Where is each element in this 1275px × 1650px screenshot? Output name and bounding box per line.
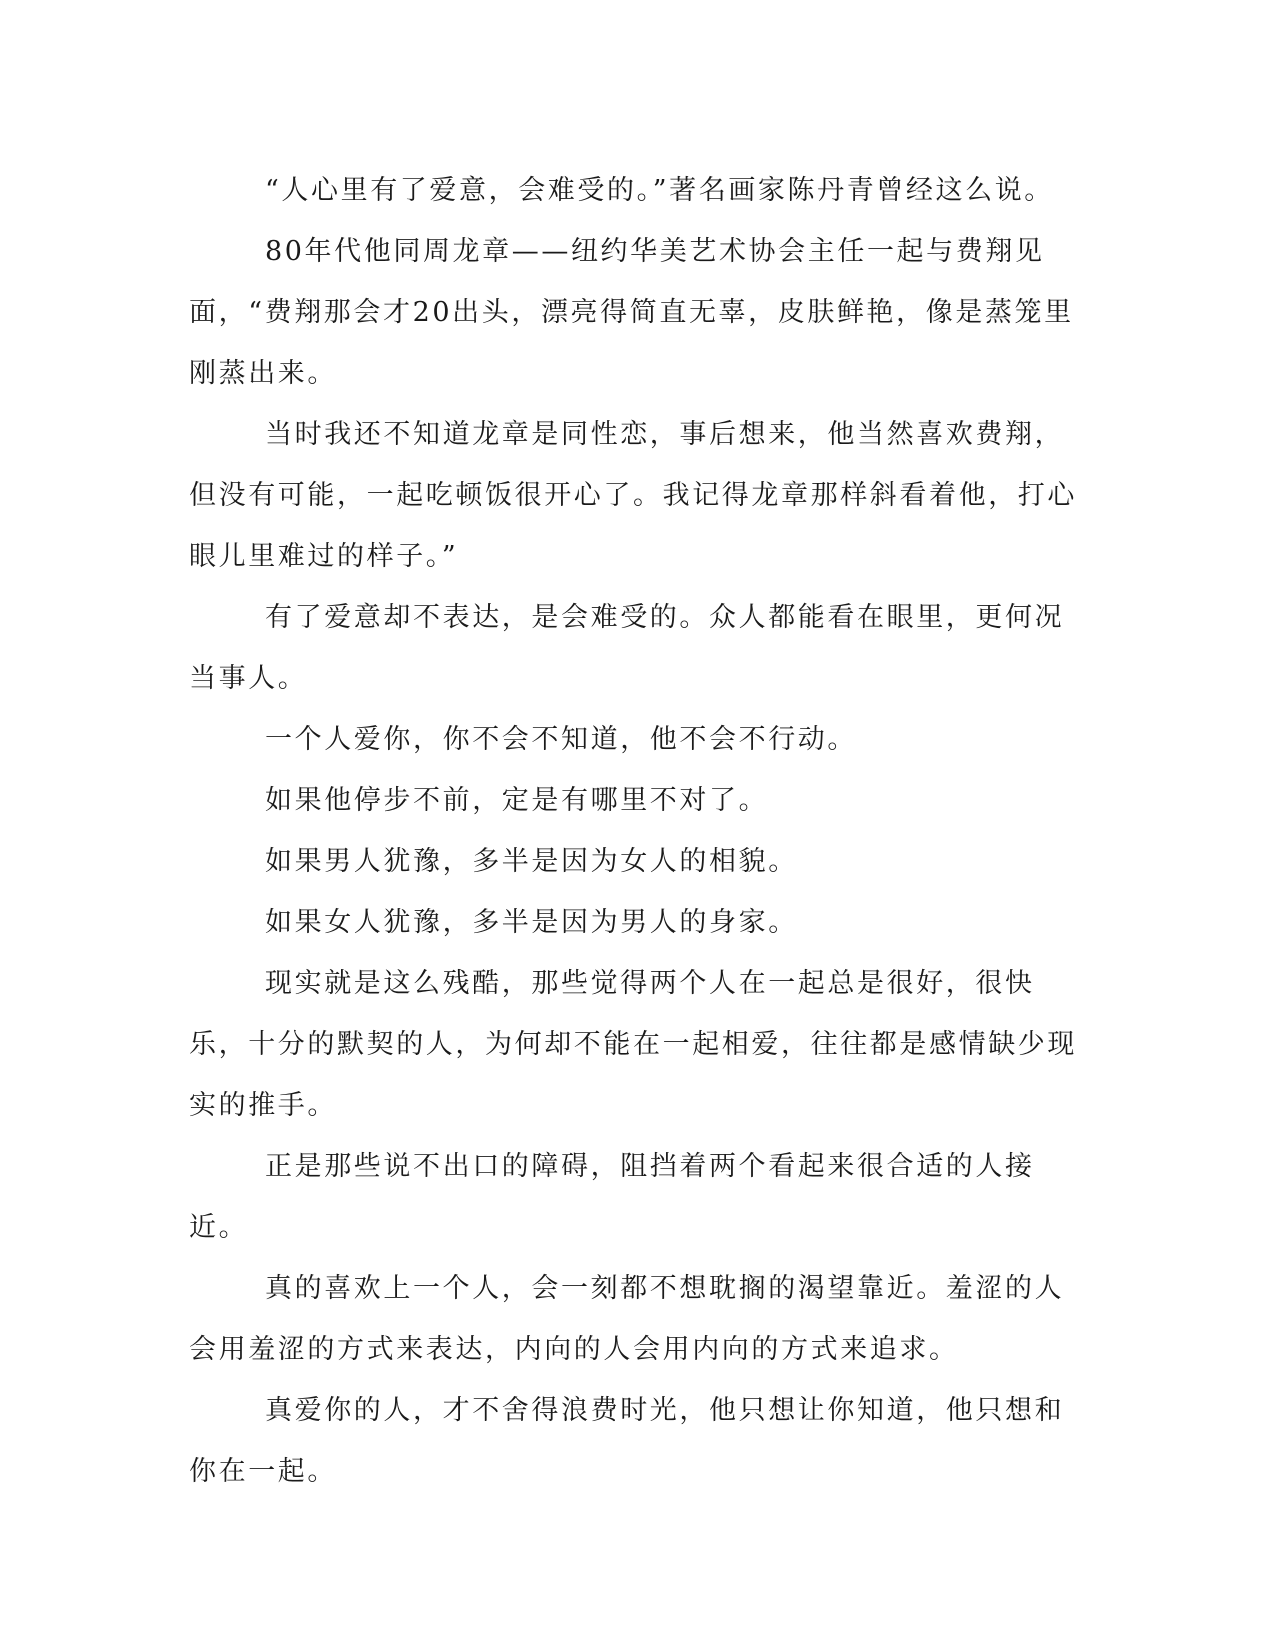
paragraph-5: 一个人爱你，你不会不知道，他不会不行动。 xyxy=(265,724,857,755)
paragraph-10: 正是那些说不出口的障碍，阻挡着两个看起来很合适的人接近。 xyxy=(189,1151,1035,1243)
paragraph-8: 如果女人犹豫，多半是因为男人的身家。 xyxy=(265,907,798,938)
document-body xyxy=(189,160,1089,1502)
paragraph-1: “人心里有了爱意，会难受的。”著名画家陈丹青曾经这么说。 xyxy=(265,175,1054,206)
paragraph-4: 有了爱意却不表达，是会难受的。众人都能看在眼里，更何况当事人。 xyxy=(189,602,1065,694)
paragraph-3: 当时我还不知道龙章是同性恋，事后想来，他当然喜欢费翔，但没有可能，一起吃顿饭很开心了。我记得龙章那样斜看着他，打心眼儿里难过的样子。” xyxy=(189,419,1077,572)
paragraph-9: 现实就是这么残酷，那些觉得两个人在一起总是很好，很快乐，十分的默契的人，为何却不能在一起相爱，往往都是感情缺少现实的推手。 xyxy=(189,968,1077,1121)
paragraph-7: 如果男人犹豫，多半是因为女人的相貌。 xyxy=(265,846,798,877)
paragraph-12: 真爱你的人，才不舍得浪费时光，他只想让你知道，他只想和你在一起。 xyxy=(189,1395,1065,1487)
paragraph-11: 真的喜欢上一个人，会一刻都不想耽搁的渴望靠近。羞涩的人会用羞涩的方式来表达，内向的人会用内向的方式来追求。 xyxy=(189,1273,1065,1365)
paragraph-2: 80年代他同周龙章——纽约华美艺术协会主任一起与费翔见面，“费翔那会才20出头，漂亮得简直无辜，皮肤鲜艳，像是蒸笼里刚蒸出来。 xyxy=(189,236,1074,389)
paragraph-6: 如果他停步不前，定是有哪里不对了。 xyxy=(265,785,769,816)
